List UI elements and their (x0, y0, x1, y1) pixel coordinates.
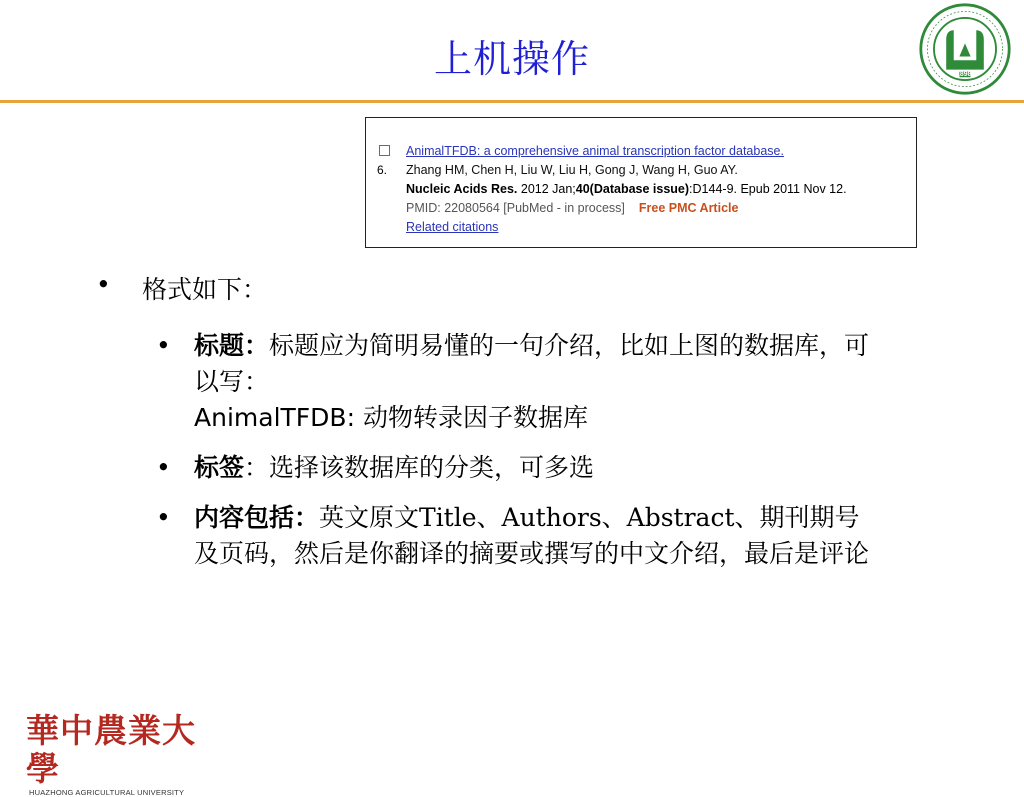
page-title: 上机操作 (433, 37, 590, 81)
select-checkbox[interactable] (379, 145, 390, 156)
list-item-title (150, 328, 874, 436)
citation-pmid: PMID: 22080564 [PubMed - in process] Free PMC Article (406, 201, 739, 215)
citation-number: 6. (377, 163, 388, 177)
list-item (96, 270, 936, 306)
university-logo (26, 711, 216, 797)
university-emblem-icon (918, 2, 1012, 96)
item-label: 内容包括： (194, 503, 320, 532)
item-text: 选择该数据库的分类，可多选 (269, 453, 595, 482)
logo-english-name: HUAZHONG AGRICULTURAL UNIVERSITY (29, 788, 185, 797)
item-text: 标题应为简明易懂的一句介绍，比如上图的数据库，可以写： (194, 331, 870, 396)
related-citations-link[interactable]: Related citations (406, 220, 499, 234)
emblem-graphic (918, 2, 1012, 96)
item-text: 英文原文Title、Authors、Abstract、期刊期号及页码，然后是你翻译的摘要或撰写的中文介绍，最后是评论 (194, 503, 870, 568)
example-translation: 动物转录因子数据库 (355, 403, 588, 432)
bullet-icon: • (156, 503, 171, 532)
header-divider (0, 100, 1024, 103)
bullet-icon: • (156, 331, 171, 360)
list-item-tags (150, 450, 874, 486)
citation-authors: Zhang HM, Chen H, Liu W, Liu H, Gong J, Wang H, Guo AY. (406, 163, 738, 177)
bullet-list (96, 270, 936, 586)
list-item-content (150, 500, 874, 572)
pubmed-citation-screenshot (365, 117, 917, 248)
citation-body (406, 142, 906, 237)
item-label: 标签 (194, 453, 245, 482)
emblem-year: 1898 (956, 71, 972, 78)
logo-chinese-name: 華中農業大學 (26, 711, 196, 788)
bullet-icon: • (96, 270, 111, 299)
bullet-icon: • (156, 453, 171, 482)
free-pmc-link[interactable]: Free PMC Article (638, 201, 739, 215)
item-label: 标题： (194, 331, 270, 360)
item-colon: ： (244, 453, 270, 482)
format-heading: 格式如下： (142, 275, 268, 304)
example-name: AnimalTFDB: (194, 403, 355, 432)
citation-title-link[interactable]: AnimalTFDB: a comprehensive animal transcription factor database. (406, 144, 784, 158)
citation-journal: Nucleic Acids Res. 2012 Jan;40(Database issue):D144-9. Epub 2011 Nov 12. (406, 182, 847, 196)
